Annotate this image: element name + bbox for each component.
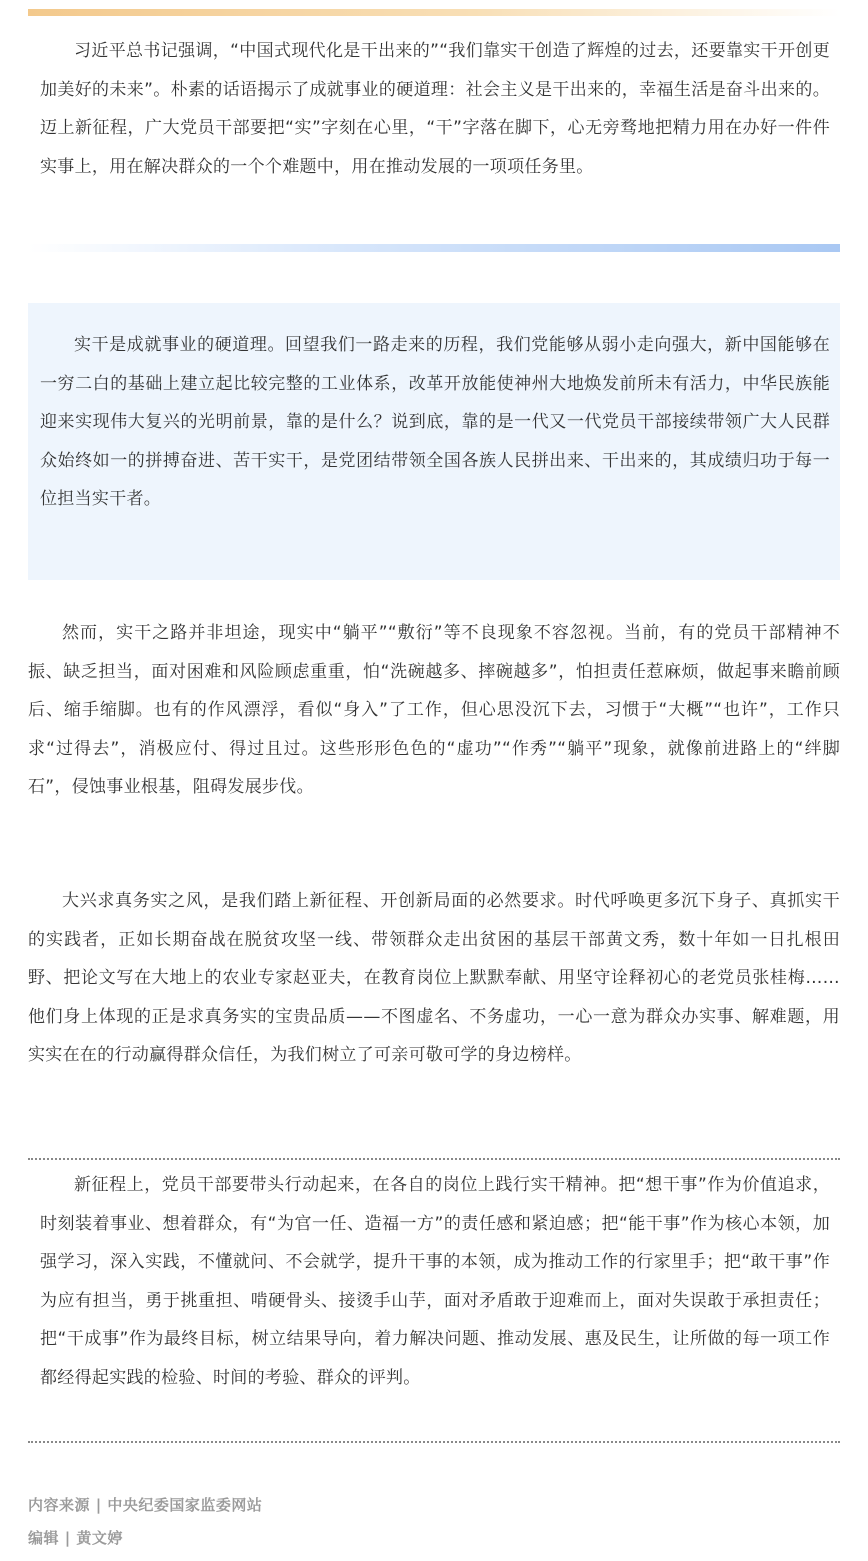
article-section-3 bbox=[28, 614, 840, 807]
paragraph-4: 大兴求真务实之风，是我们踏上新征程、开创新局面的必然要求。时代呼唤更多沉下身子、真抓实干的实践者，正如长期奋战在脱贫攻坚一线、带领群众走出贫困的基层干部黄文秀，数十年如一日扎根田野、把论文写在大地上的农业专家赵亚夫，在教育岗位上默默奉献、用坚守诠释初心的老党员张桂梅……他们身上体现的正是求真务实的宝贵品质——不图虚名、不务虚功，一心一意为群众办实事、解难题，用实实在在的行动赢得群众信任，为我们树立了可亲可敬可学的身边榜样。 bbox=[28, 891, 840, 1065]
content-source-credit: 内容来源 | 中央纪委国家监委网站 bbox=[28, 1496, 263, 1514]
paragraph-5: 新征程上，党员干部要带头行动起来，在各自的岗位上践行实干精神。把“想干事”作为价值追求，时刻装着事业、想着群众，有“为官一任、造福一方”的责任感和紧迫感；把“能干事”作为核心本领，加强学习，深入实践，不懂就问、不会就学，提升干事的本领，成为推动工作的行家里手；把“敢干事”作为应有担当，勇于挑重担、啃硬骨头、接烫手山芋，面对矛盾敢于迎难而上，面对失误敢于承担责任；把“干成事”作为最终目标，树立结果导向，着力解决问题、推动发展、惠及民生，让所做的每一项工作都经得起实践的检验、时间的考验、群众的评判。 bbox=[40, 1175, 830, 1388]
dotted-divider-top bbox=[28, 1158, 840, 1160]
article-section-2 bbox=[40, 326, 830, 519]
section-divider-bar bbox=[28, 244, 840, 252]
editor-credit: 编辑 | 黄文婷 bbox=[28, 1529, 123, 1547]
paragraph-3: 然而，实干之路并非坦途，现实中“躺平”“敷衍”等不良现象不容忽视。当前，有的党员干部精神不振、缺乏担当，面对困难和风险顾虑重重，怕“洗碗越多、摔碗越多”，怕担责任惹麻烦，做起事来瞻前顾后、缩手缩脚。也有的作风漂浮，看似“身入”了工作，但心思没沉下去，习惯于“大概”“也许”，工作只求“过得去”，消极应付、得过且过。这些形形色色的“虚功”“作秀”“躺平”现象，就像前进路上的“绊脚石”，侵蚀事业根基，阻碍发展步伐。 bbox=[28, 623, 840, 797]
paragraph-2: 实干是成就事业的硬道理。回望我们一路走来的历程，我们党能够从弱小走向强大，新中国能够在一穷二白的基础上建立起比较完整的工业体系，改革开放能使神州大地焕发前所未有活力，中华民族能迎来实现伟大复兴的光明前景，靠的是什么？说到底，靠的是一代又一代党员干部接续带领广大人民群众始终如一的拼搏奋进、苦干实干，是党团结带领全国各族人民拼出来、干出来的，其成绩归功于每一位担当实干者。 bbox=[40, 335, 830, 509]
article-section-5 bbox=[40, 1166, 830, 1397]
dotted-divider-bottom bbox=[28, 1441, 840, 1443]
paragraph-1: 习近平总书记强调，“中国式现代化是干出来的”“我们靠实干创造了辉煌的过去，还要靠实干开创更加美好的未来”。朴素的话语揭示了成就事业的硬道理：社会主义是干出来的，幸福生活是奋斗出来的。迈上新征程，广大党员干部要把“实”字刻在心里，“干”字落在脚下，心无旁骛地把精力用在办好一件件实事上，用在解决群众的一个个难题中，用在推动发展的一项项任务里。 bbox=[40, 41, 830, 177]
article-section-1 bbox=[40, 32, 830, 186]
top-gradient-bar bbox=[28, 9, 840, 16]
article-section-4 bbox=[28, 882, 840, 1075]
